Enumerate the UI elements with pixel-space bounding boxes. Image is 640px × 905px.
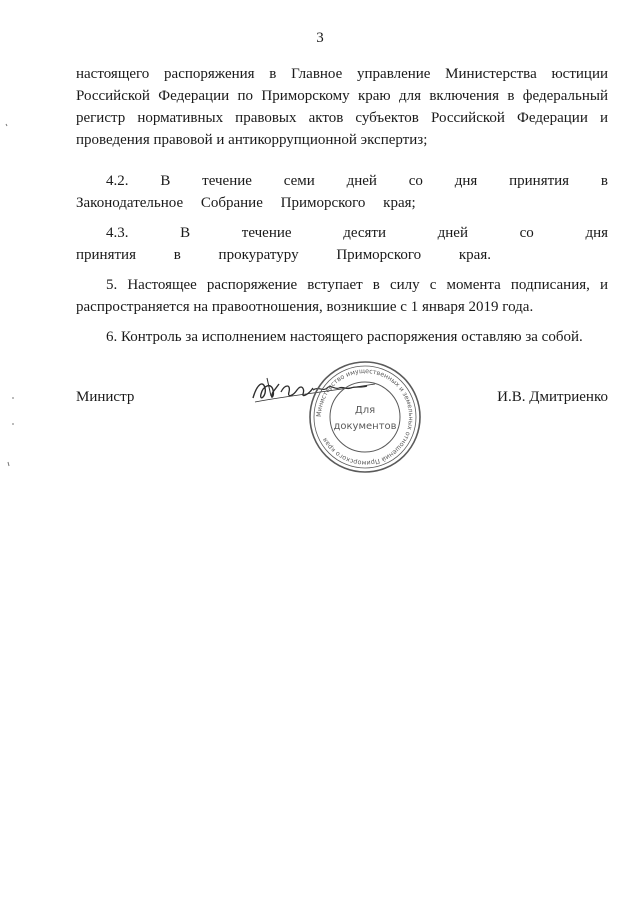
- official-seal: [307, 359, 423, 475]
- page-number: 3: [316, 30, 324, 46]
- seal-ring-text: Министерство имущественных и земельных отношений Приморского края: [314, 366, 416, 468]
- paragraph-4-2: 4.2. В течение семи дней со дня принятия в Законодательное Собрание Приморского края;: [76, 173, 608, 211]
- scan-margin-marks: [0, 0, 20, 480]
- paragraph-5: 5. Настоящее распоряжение вступает в силу с момента подписания, и распространяется на правоотношения, возникшие с 1 января 2019 года.: [76, 277, 608, 315]
- paragraph-4-3: 4.3. В течение десяти дней со дня принятия в прокуратуру Приморского края.: [76, 225, 608, 263]
- paragraph-registry-submission: настоящего распоряжения в Главное управление Министерства юстиции Российской Федерации по Приморскому краю для включения в федеральный регистр нормативных правовых актов субъектов Российской Федерации и проведения правовой и антикоррупционной экспертиз;: [76, 66, 608, 148]
- signatory-title: Министр: [76, 389, 135, 405]
- seal-center-line-2: документов: [333, 421, 397, 432]
- paragraph-6: 6. Контроль за исполнением настоящего распоряжения оставляю за собой.: [106, 329, 583, 345]
- seal-center-line-1: Для: [354, 405, 376, 416]
- signatory-name: И.В. Дмитриенко: [497, 389, 608, 405]
